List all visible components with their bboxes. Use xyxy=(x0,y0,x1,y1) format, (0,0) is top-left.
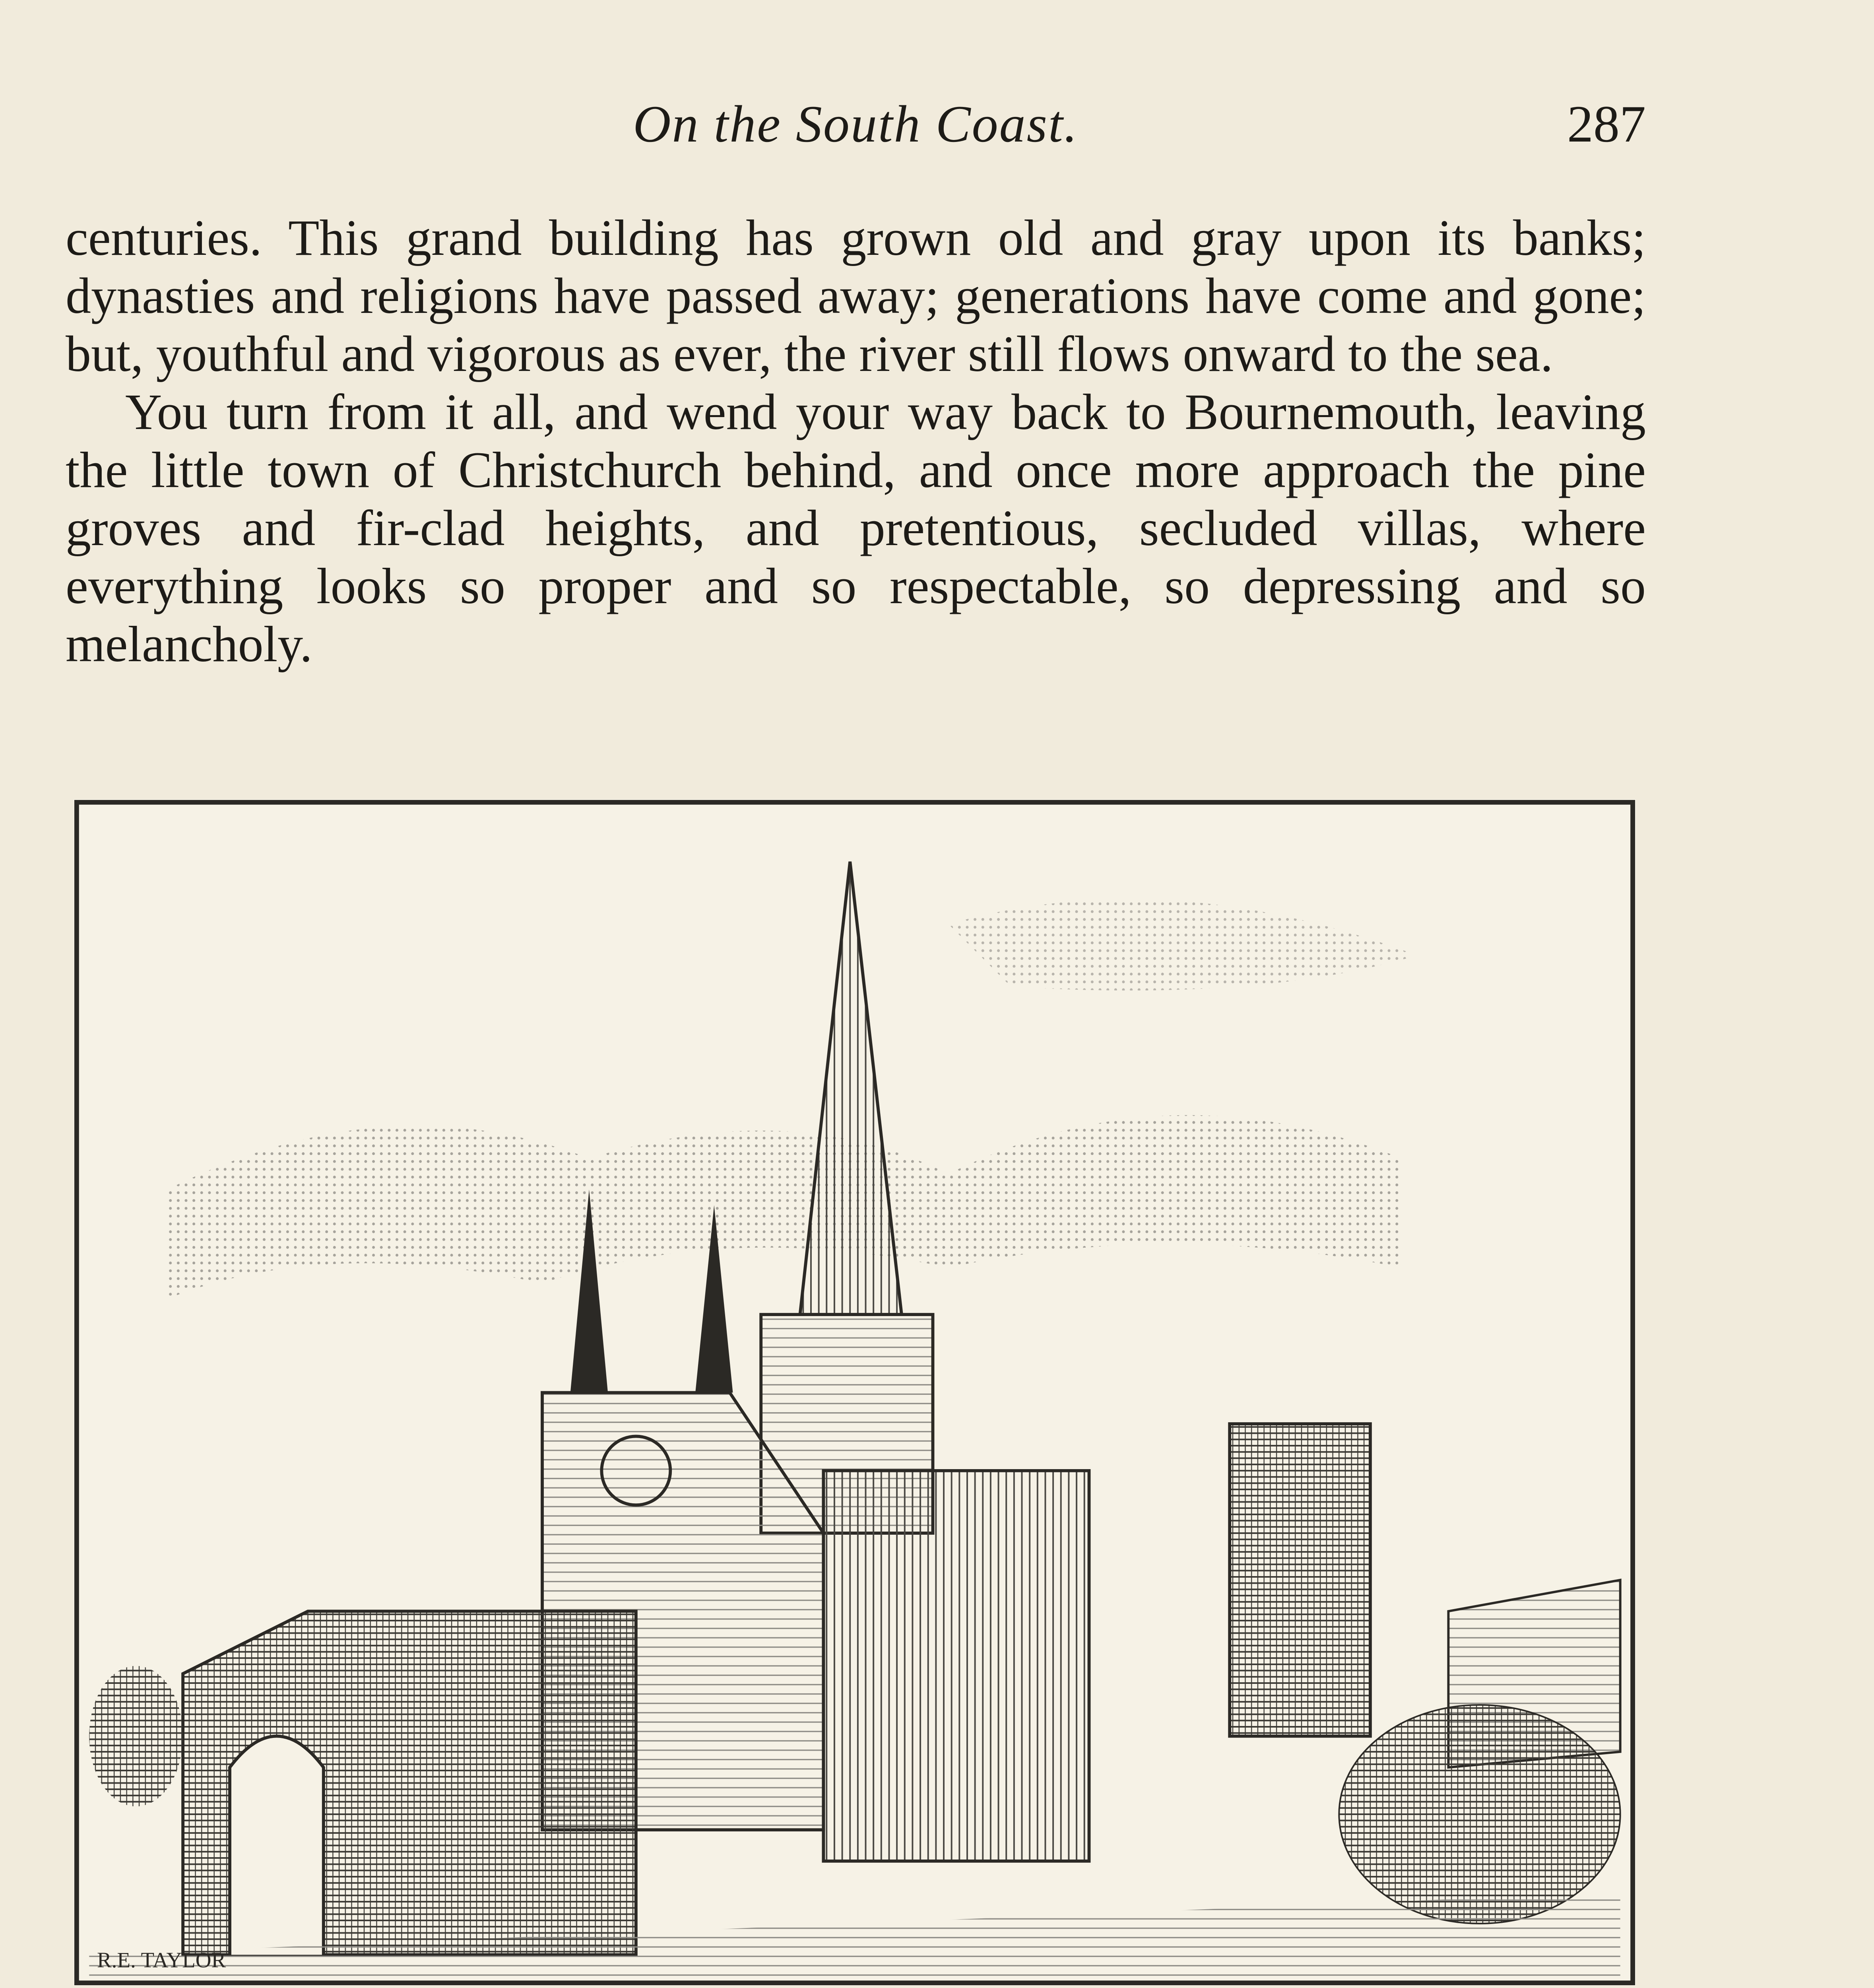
tree xyxy=(1339,1705,1620,1924)
page-number: 287 xyxy=(1567,95,1646,153)
cathedral-engraving xyxy=(74,799,1636,1986)
running-title: On the South Coast. xyxy=(633,95,1079,153)
paragraph: centuries. This grand building has grown old and gray upon its banks; dynasties and religions have passed away; generations have come and gone; but, youthful and vigorous as ever, the river still flows onward to the sea. xyxy=(66,210,1646,382)
tree xyxy=(89,1666,183,1806)
text-block-top xyxy=(66,209,1646,673)
bell-tower xyxy=(1230,1424,1370,1736)
paragraph: You turn from it all, and wend your way back to Bournemouth, leaving the little town of Christchurch behind, and once more approach the pine groves and fir-clad heights, and pretentious, secluded villas, where everything looks so proper and so respectable, so depressing and so melancholy. xyxy=(66,384,1646,672)
page-header xyxy=(66,93,1646,173)
nave xyxy=(823,1471,1089,1861)
engraving-illustration xyxy=(74,799,1636,1986)
engraver-signature: R.E. TAYLOR xyxy=(97,1947,226,1972)
chapel-window xyxy=(230,1736,324,1955)
